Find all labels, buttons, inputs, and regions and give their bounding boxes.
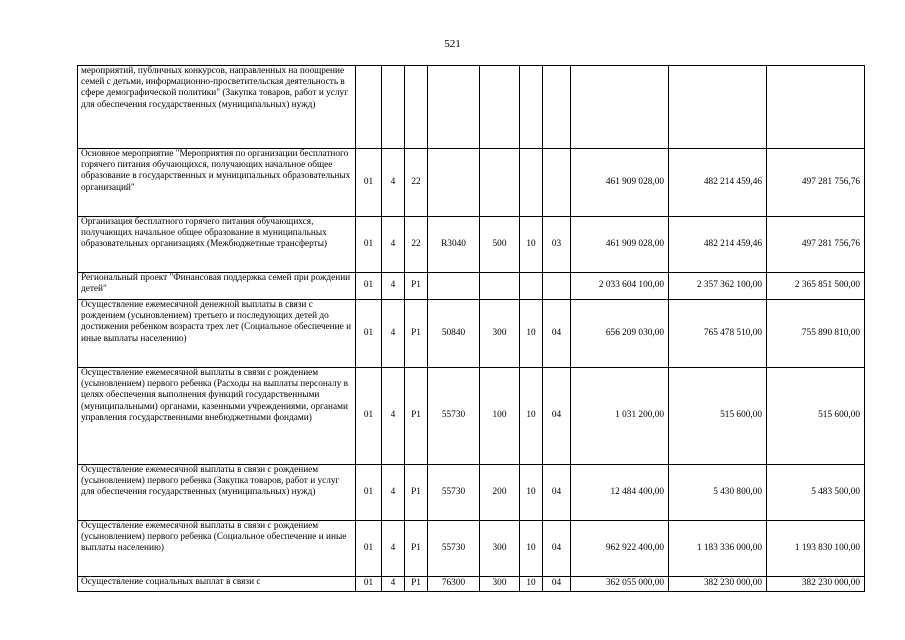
cell-amount: 461 909 028,00 <box>571 217 669 273</box>
row-description: Осуществление ежемесячной выплаты в связи с рождением (усыновлением) первого ребенка (Закупка товаров, работ и услуг для обеспечения государственных (муниципальных) нужд) <box>78 465 356 521</box>
cell-code: P1 <box>405 368 428 465</box>
cell-code: 22 <box>405 217 428 273</box>
cell-code: 01 <box>356 577 382 592</box>
table-row <box>78 465 865 521</box>
cell-code: R3040 <box>428 217 480 273</box>
cell-amount: 656 209 030,00 <box>571 300 669 368</box>
cell-code: 4 <box>382 465 405 521</box>
cell-code <box>543 273 571 300</box>
cell-amount: 1 193 830 100,00 <box>767 521 865 577</box>
cell-code: P1 <box>405 577 428 592</box>
cell-code <box>543 66 571 149</box>
row-description: Осуществление ежемесячной выплаты в связи с рождением (усыновлением) первого ребенка (Социальное обеспечение и иные выплаты населению) <box>78 521 356 577</box>
cell-code <box>480 66 520 149</box>
cell-amount: 482 214 459,46 <box>669 217 767 273</box>
cell-code: 04 <box>543 521 571 577</box>
cell-amount: 12 484 400,00 <box>571 465 669 521</box>
cell-code: 4 <box>382 577 405 592</box>
cell-code: 04 <box>543 368 571 465</box>
cell-code: 22 <box>405 149 428 217</box>
cell-code: 10 <box>520 465 543 521</box>
row-description: мероприятий, публичных конкурсов, направленных на поощрение семей с детьми, информационно-просветительская деятельность в сфере демографической политики" (Закупка товаров, работ и услуг для обеспечения государственных (муниципальных) нужд) <box>78 66 356 149</box>
table-row <box>78 577 865 592</box>
cell-amount: 5 483 500,00 <box>767 465 865 521</box>
cell-amount <box>571 66 669 149</box>
cell-amount <box>767 66 865 149</box>
cell-code: 10 <box>520 368 543 465</box>
cell-code <box>520 66 543 149</box>
cell-code: 55730 <box>428 521 480 577</box>
cell-code <box>405 66 428 149</box>
cell-code: P1 <box>405 521 428 577</box>
table-row <box>78 66 865 149</box>
cell-code: P1 <box>405 300 428 368</box>
table-row <box>78 300 865 368</box>
cell-code <box>520 149 543 217</box>
cell-amount: 362 055 000,00 <box>571 577 669 592</box>
table-row <box>78 273 865 300</box>
cell-code: 4 <box>382 300 405 368</box>
cell-code: 200 <box>480 465 520 521</box>
cell-amount: 5 430 800,00 <box>669 465 767 521</box>
cell-code <box>520 273 543 300</box>
cell-amount: 497 281 756,76 <box>767 217 865 273</box>
cell-code <box>480 273 520 300</box>
cell-code: 01 <box>356 368 382 465</box>
cell-amount: 382 230 000,00 <box>767 577 865 592</box>
cell-code: 01 <box>356 465 382 521</box>
cell-amount: 1 031 200,00 <box>571 368 669 465</box>
cell-amount: 515 600,00 <box>767 368 865 465</box>
cell-code: 300 <box>480 521 520 577</box>
cell-code <box>480 149 520 217</box>
cell-code: 76300 <box>428 577 480 592</box>
row-description: Осуществление ежемесячной выплаты в связи с рождением (усыновлением) первого ребенка (Расходы на выплаты персоналу в целях обеспечения выполнения функций государственными (муниципальными) органами, казенными учреждениями, органами управления государственными внебюджетными фондами) <box>78 368 356 465</box>
cell-code: 300 <box>480 577 520 592</box>
cell-amount: 962 922 400,00 <box>571 521 669 577</box>
row-description: Осуществление ежемесячной денежной выплаты в связи с рождением (усыновлением) третьего и последующих детей до достижения ребенком возраста трех лет (Социальное обеспечение и иные выплаты населению) <box>78 300 356 368</box>
cell-code: 03 <box>543 217 571 273</box>
cell-code: 10 <box>520 577 543 592</box>
cell-code: 04 <box>543 300 571 368</box>
cell-code <box>543 149 571 217</box>
cell-code <box>356 66 382 149</box>
cell-code: 04 <box>543 465 571 521</box>
cell-code <box>382 66 405 149</box>
cell-code <box>428 273 480 300</box>
table-row <box>78 521 865 577</box>
table-row <box>78 149 865 217</box>
cell-code: 10 <box>520 217 543 273</box>
cell-code: 01 <box>356 149 382 217</box>
cell-amount: 2 357 362 100,00 <box>669 273 767 300</box>
cell-code <box>428 149 480 217</box>
cell-code: P1 <box>405 273 428 300</box>
cell-code: 4 <box>382 149 405 217</box>
cell-code: 10 <box>520 300 543 368</box>
cell-amount: 497 281 756,76 <box>767 149 865 217</box>
cell-amount: 515 600,00 <box>669 368 767 465</box>
cell-code: 01 <box>356 273 382 300</box>
budget-table <box>77 65 865 592</box>
cell-amount: 2 365 851 500,00 <box>767 273 865 300</box>
row-description: Осуществление социальных выплат в связи с <box>78 577 356 592</box>
cell-code: 10 <box>520 521 543 577</box>
table-row <box>78 217 865 273</box>
cell-amount: 382 230 000,00 <box>669 577 767 592</box>
table-row <box>78 368 865 465</box>
cell-amount: 1 183 336 000,00 <box>669 521 767 577</box>
cell-code: 100 <box>480 368 520 465</box>
cell-code: 4 <box>382 368 405 465</box>
cell-amount: 461 909 028,00 <box>571 149 669 217</box>
cell-code: 55730 <box>428 368 480 465</box>
row-description: Основное мероприятие "Мероприятия по организации бесплатного горячего питания обучающихся, получающих начальное общее образование в государственных и муниципальных образовательных организаций" <box>78 149 356 217</box>
cell-amount: 755 890 810,00 <box>767 300 865 368</box>
cell-amount: 765 478 510,00 <box>669 300 767 368</box>
cell-code: 500 <box>480 217 520 273</box>
page-number: 521 <box>444 38 461 50</box>
cell-code: 4 <box>382 273 405 300</box>
row-description: Организация бесплатного горячего питания обучающихся, получающих начальное общее образование в муниципальных образовательных организациях (Межбюджетные трансферты) <box>78 217 356 273</box>
cell-code: 300 <box>480 300 520 368</box>
cell-amount <box>669 66 767 149</box>
row-description: Региональный проект "Финансовая поддержка семей при рождении детей" <box>78 273 356 300</box>
cell-code: 4 <box>382 521 405 577</box>
cell-amount: 2 033 604 100,00 <box>571 273 669 300</box>
cell-code: 01 <box>356 300 382 368</box>
cell-code: 04 <box>543 577 571 592</box>
cell-amount: 482 214 459,46 <box>669 149 767 217</box>
cell-code <box>428 66 480 149</box>
cell-code: P1 <box>405 465 428 521</box>
cell-code: 4 <box>382 217 405 273</box>
cell-code: 55730 <box>428 465 480 521</box>
cell-code: 01 <box>356 521 382 577</box>
cell-code: 50840 <box>428 300 480 368</box>
cell-code: 01 <box>356 217 382 273</box>
